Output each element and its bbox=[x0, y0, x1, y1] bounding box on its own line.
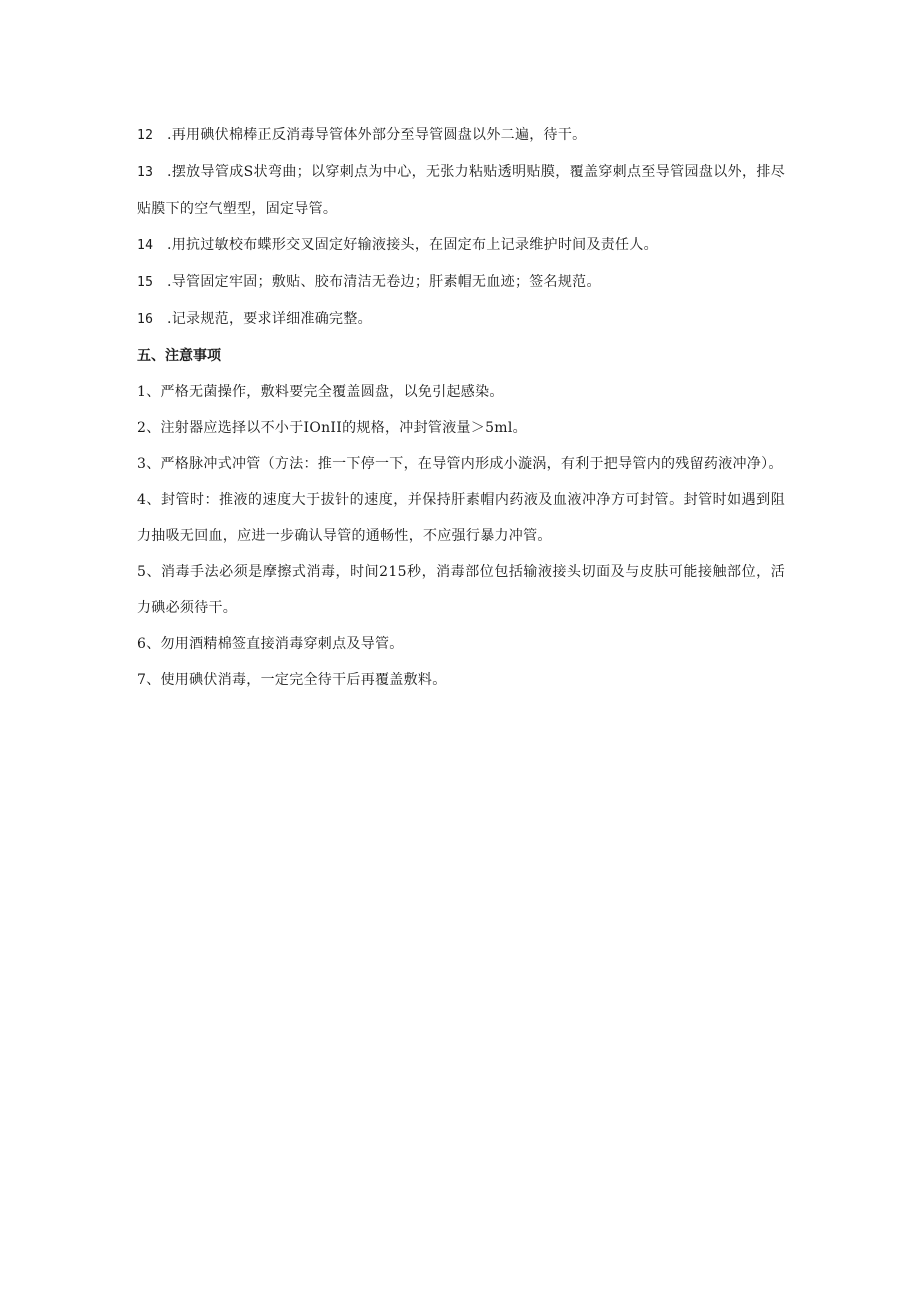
note-item-4: 4、封管时：推液的速度大于拔针的速度，并保持肝素帽内药液及血液冲净方可封管。封管时如遇到阻力抽吸无回血，应进一步确认导管的通畅性，不应强行暴力冲管。 bbox=[137, 492, 785, 544]
note-item-2: 2、注射器应选择以不小于IOnII的规格，冲封管液量＞5ml。 bbox=[137, 420, 527, 436]
note-item-6: 6、勿用酒精棉签直接消毒穿刺点及导管。 bbox=[137, 636, 404, 652]
step-number: 16 bbox=[137, 312, 154, 327]
section-heading: 五、注意事项 bbox=[137, 348, 221, 364]
document-body bbox=[137, 117, 785, 698]
step-text: .用抗过敏校布蝶形交叉固定好输液接头，在固定布上记录维护时间及责任人。 bbox=[167, 237, 658, 253]
note-item-7: 7、使用碘伏消毒，一定完全待干后再覆盖敷料。 bbox=[137, 672, 447, 688]
step-text: .记录规范，要求详细准确完整。 bbox=[167, 311, 372, 327]
step-12 bbox=[137, 117, 785, 154]
step-text: .再用碘伏棉棒正反消毒导管体外部分至导管圆盘以外二遍，待干。 bbox=[167, 127, 587, 143]
note-item-1: 1、严格无菌操作，敷料要完全覆盖圆盘，以免引起感染。 bbox=[137, 384, 504, 400]
step-15 bbox=[137, 264, 785, 301]
note-item-3: 3、严格脉冲式冲管（方法：推一下停一下，在导管内形成小漩涡，有利于把导管内的残留药液冲净）。 bbox=[137, 456, 783, 472]
step-text: .摆放导管成S状弯曲；以穿刺点为中心，无张力粘贴透明贴膜，覆盖穿刺点至导管园盘以外，排尽贴膜下的空气塑型，固定导管。 bbox=[137, 164, 785, 217]
step-13 bbox=[137, 154, 785, 227]
step-number: 14 bbox=[137, 238, 154, 253]
step-16 bbox=[137, 301, 785, 338]
note-item-5: 5、消毒手法必须是摩擦式消毒，时间215秒，消毒部位包括输液接头切面及与皮肤可能接触部位，活力碘必须待干。 bbox=[137, 564, 785, 616]
step-text: .导管固定牢固；敷贴、胶布清洁无卷边；肝素帽无血迹；签名规范。 bbox=[167, 274, 601, 290]
step-number: 15 bbox=[137, 275, 154, 290]
step-number: 13 bbox=[137, 165, 154, 180]
step-number: 12 bbox=[137, 128, 154, 143]
step-14 bbox=[137, 227, 785, 264]
